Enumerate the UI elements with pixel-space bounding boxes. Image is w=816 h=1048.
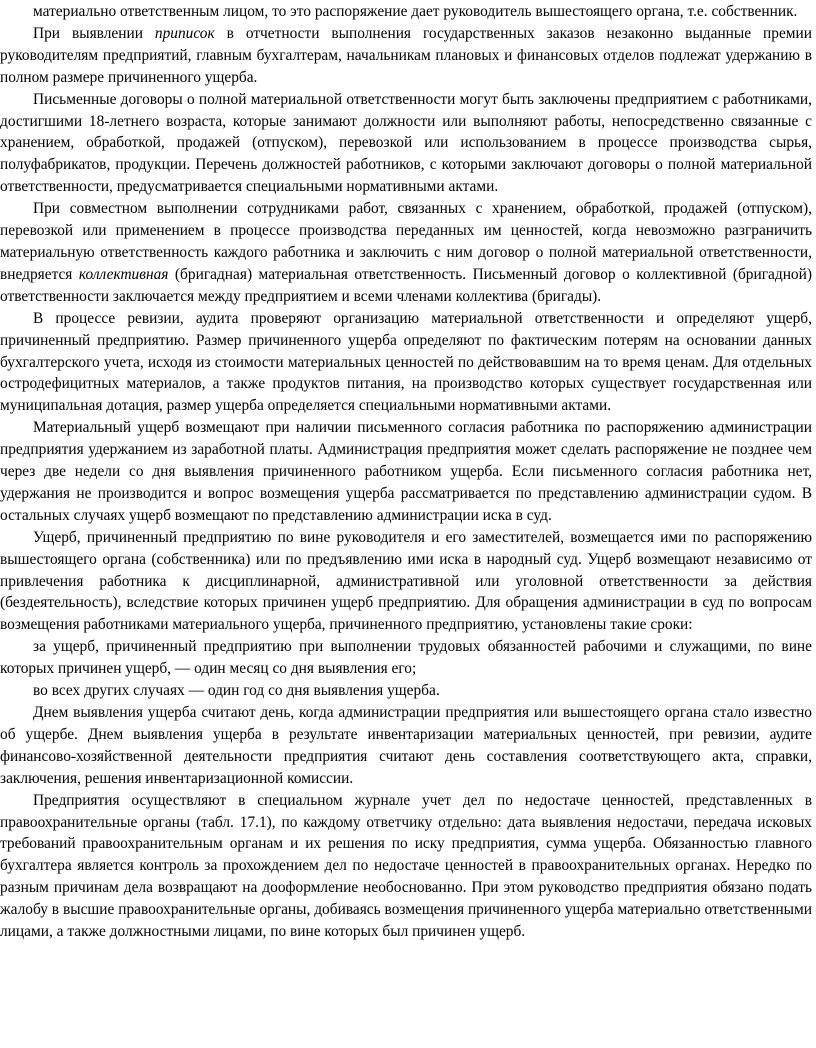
- paragraph-text: При выявлении: [33, 24, 155, 42]
- italic-term: приписок: [154, 24, 215, 42]
- paragraph-audit: В процессе ревизии, аудита проверяют организацию материальной ответственности и определяют ущерб, причиненный предприятию. Размер причиненного ущерба определяют по фактическим потерям на основании данных бухгалтерского учета, исходя из стоимости материальных ценностей по действовавшим на то время ценам. Для отдельных остродефицитных материалов, а также продуктов питания, на производство которых существует государственная или муниципальная дотация, размер ущерба определяется специальными нормативными актами.: [0, 309, 812, 415]
- paragraph-text: При совместном выполнении сотрудниками работ, связанных с хранением, обработкой, продажей (отпуском), перевозкой или применением в процессе производства переданных им ценностей, когда невозможно разграничить материальную ответственность каждого работника и заключить с ним договор о полной материальной ответственности, внедряется: [0, 200, 812, 283]
- paragraph-management-liability: Ущерб, причиненный предприятию по вине руководителя и его заместителей, возмещается ими по распоряжению вышестоящего органа (собственника) или по предъявлению ими иска в народный суд. Ущерб возмещают независимо от привлечения работника к дисциплинарной, административной или уголовной ответственности за действия (бездеятельность), вследствие которых причинен ущерб предприятию. Для обращения администрации в суд по вопросам возмещения работниками материального ущерба, причиненного предприятию, установлены такие сроки:: [0, 528, 812, 634]
- paragraph-pripiski: [0, 23, 812, 89]
- list-item-one-year: во всех других случаях — один год со дня выявления ущерба.: [33, 682, 440, 700]
- paragraph-collective: [0, 198, 812, 308]
- paragraph-compensation: Материальный ущерб возмещают при наличии письменного согласия работника по распоряжению администрации предприятия удержанием из заработной платы. Администрация предприятия может сделать распоряжение не позднее чем через две недели со дня выявления причиненного работником ущерба. Если письменного согласия работника нет, удержания не производится и вопрос возмещения ущерба рассматривается по представлению администрации судом. В остальных случаях ущерб возмещают по представлению администрации иска в суд.: [0, 419, 812, 524]
- list-item-one-month: за ущерб, причиненный предприятию при выполнении трудовых обязанностей рабочими и служащими, по вине которых причинен ущерб, — один месяц со дня выявления его;: [0, 638, 812, 678]
- paragraph-contracts: Письменные договоры о полной материальной ответственности могут быть заключены предприятием с работниками, достигшими 18-летнего возраста, которые занимают должности или выполняют работы, непосредственно связанные с хранением, обработкой, продажей (отпуском), перевозкой или использованием в процессе производства сырья, полуфабрикатов, продукции. Перечень должностей работников, с которыми заключают договоры о полной материальной ответственности, предусматривается специальными нормативными актами.: [0, 90, 812, 196]
- paragraph-text: (бригадная) материальная ответственность. Письменный договор о коллективной (бригадной) ответственности заключается между предприятием и всеми членами коллектива (бригады).: [0, 265, 812, 305]
- paragraph-journal: Предприятия осуществляют в специальном журнале учет дел по недостаче ценностей, представленных в правоохранительные органы (табл. 17.1), по каждому ответчику отдельно: дата выявления недостачи, передача исковых требований правоохранительным органам и их решения по иску предприятия, сумма ущерба. Обязанностью главного бухгалтера является контроль за прохождением дел по недостаче ценностей в правоохранительных органах. Нередко по разным причинам дела возвращают на дооформление необоснованно. При этом руководство предприятия обязано подать жалобу в высшие правоохранительные органы, добиваясь возмещения причиненного ущерба материально ответственными лицами, а также должностными лицами, по вине которых был причинен ущерб.: [0, 791, 812, 941]
- italic-term: коллективная: [78, 265, 169, 283]
- paragraph-text: в отчетности выполнения государственных заказов незаконно выданные премии руководителям предприятий, главным бухгалтерам, начальникам плановых и финансовых отделов подлежат удержанию в полном размере причиненного ущерба.: [0, 24, 812, 86]
- paragraph-detection-day: Днем выявления ущерба считают день, когда администрации предприятия или вышестоящего органа стало известно об ущербе. Днем выявления ущерба в результате инвентаризации материальных ценностей, при ревизии, аудите финансово-хозяйственной деятельности предприятия считают день составления соответствующего акта, справки, заключения, решения инвентаризационной комиссии.: [0, 704, 812, 787]
- paragraph-continuation: материально ответственным лицом, то это распоряжение дает руководитель вышестоящего органа, т.е. собственник.: [33, 3, 798, 20]
